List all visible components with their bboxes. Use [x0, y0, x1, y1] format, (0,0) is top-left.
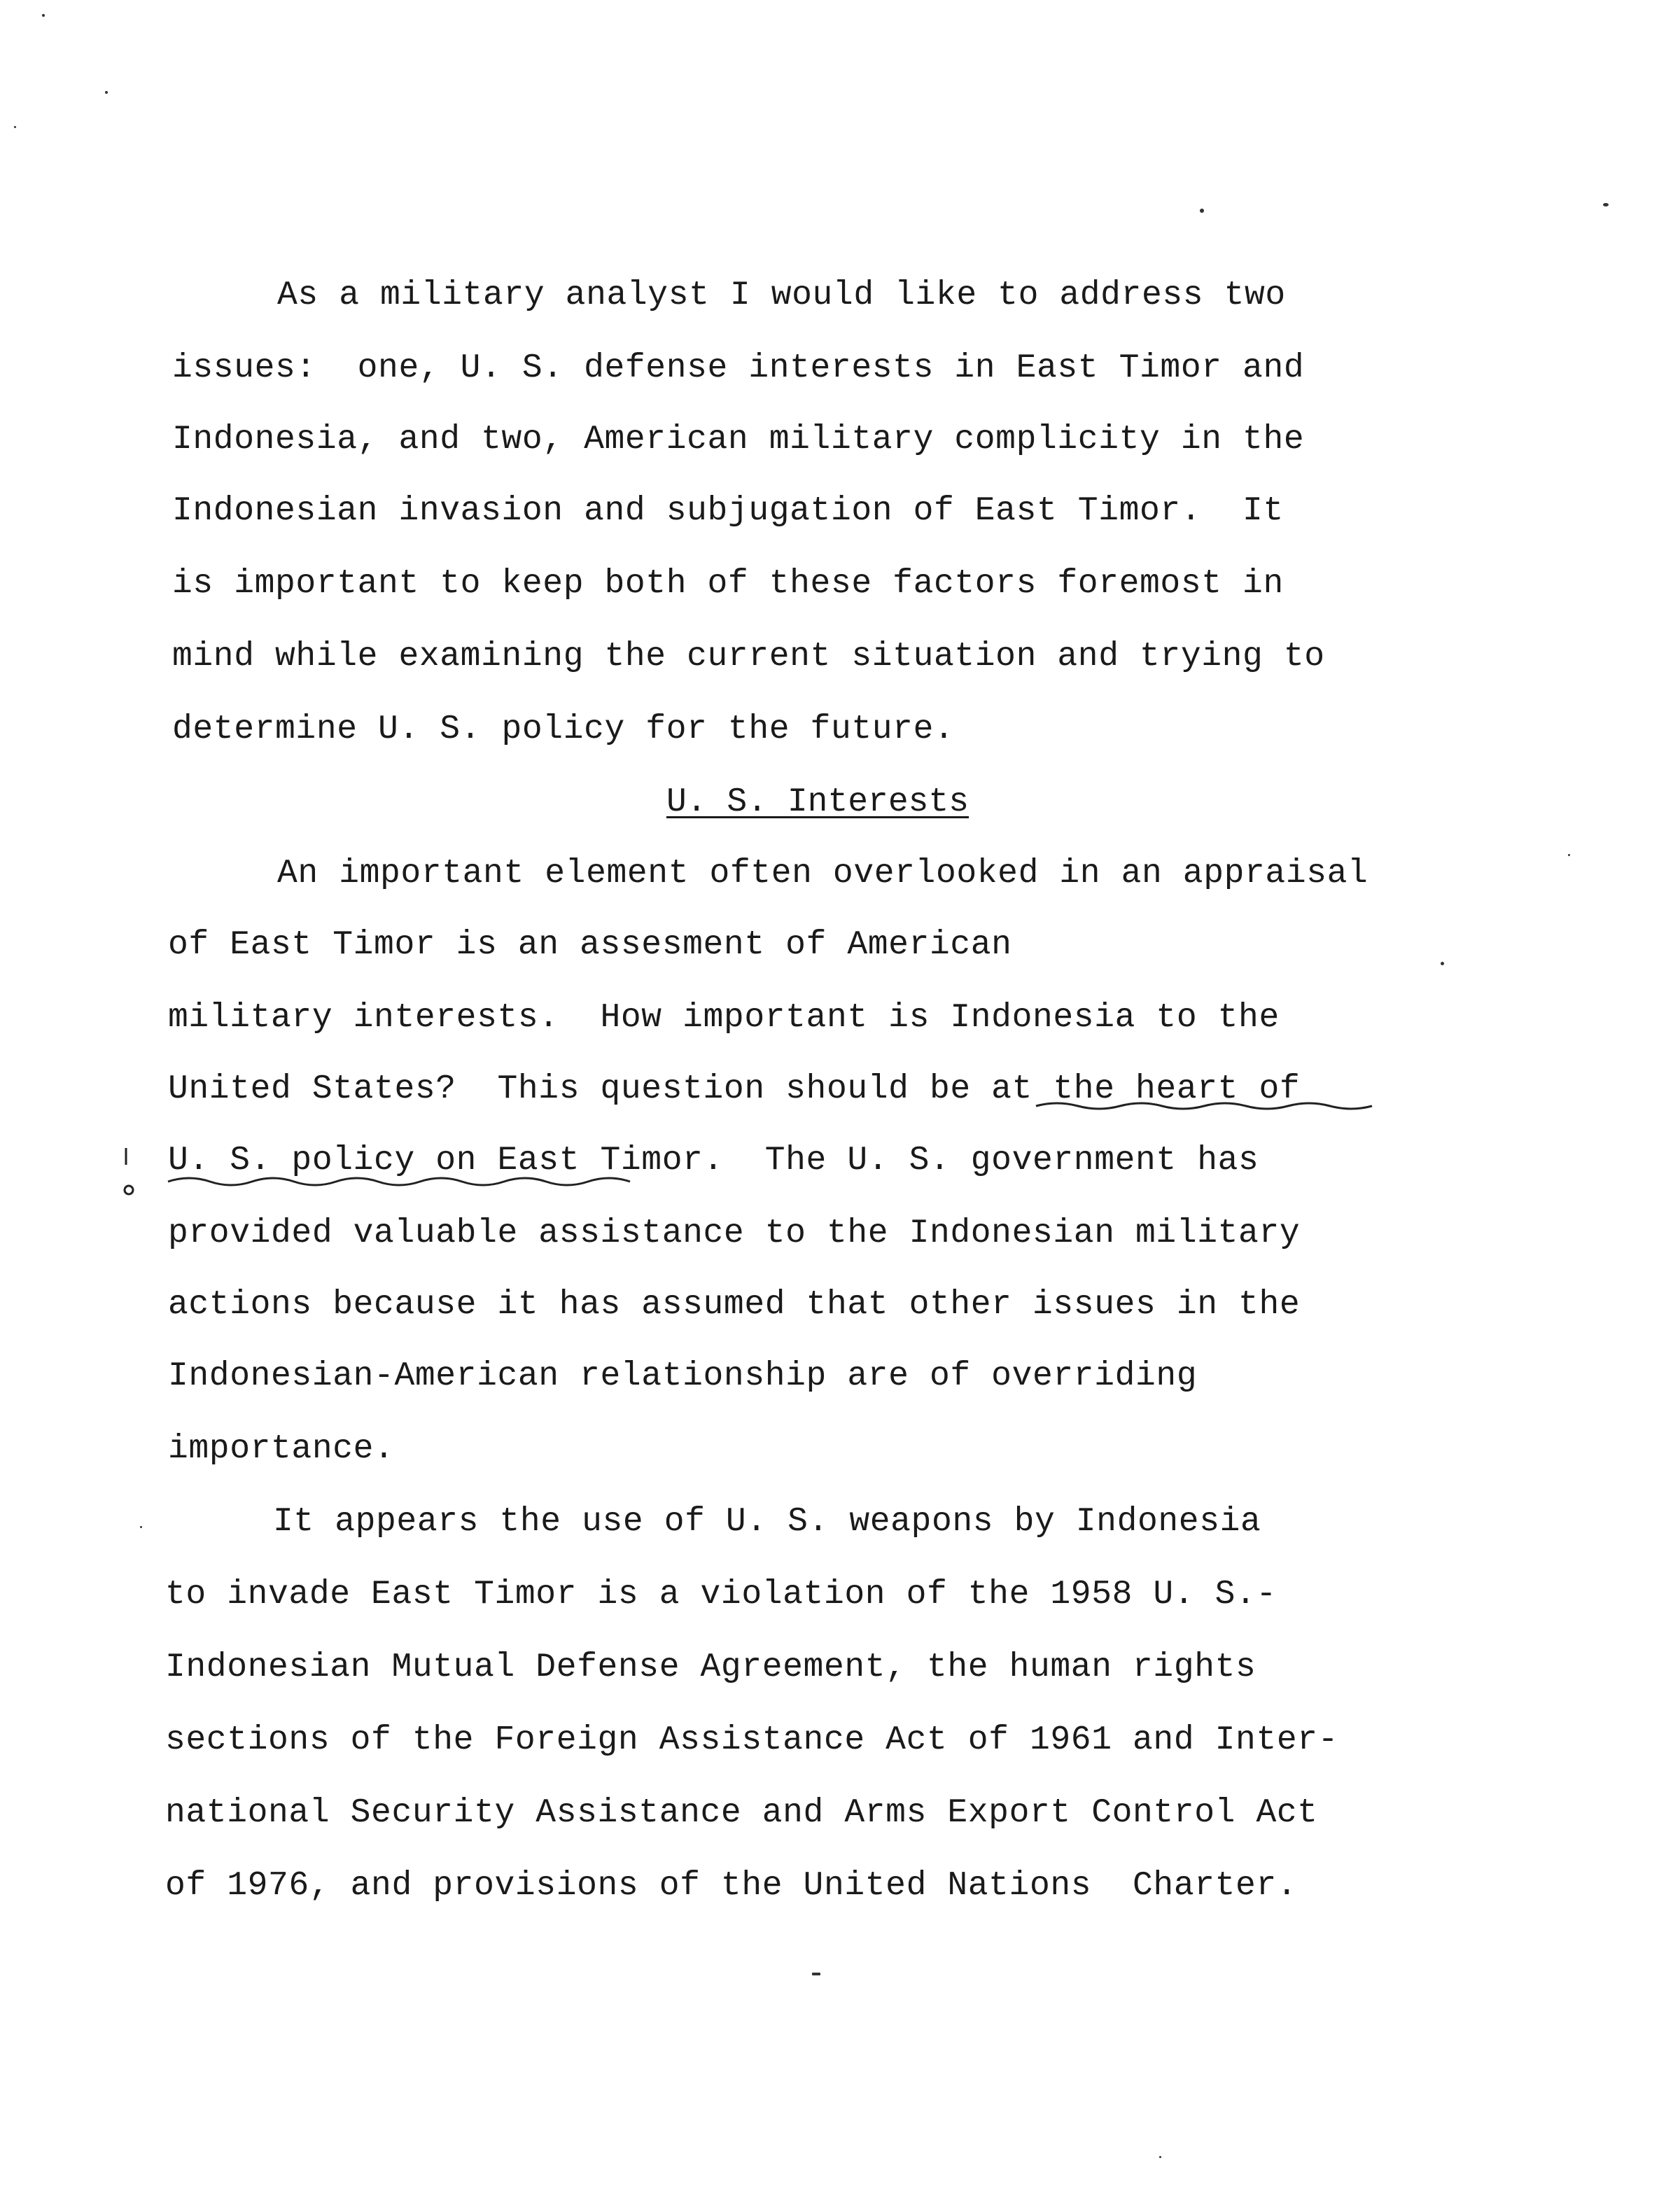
scan-speck	[1441, 962, 1444, 965]
paragraph2-line-9: importance.	[168, 1430, 395, 1468]
scan-speck	[105, 91, 108, 94]
paragraph2-line-5: U. S. policy on East Timor. The U. S. government has	[168, 1142, 1259, 1180]
paragraph3-line-4: sections of the Foreign Assistance Act of 1961 and Inter-	[165, 1721, 1339, 1759]
paragraph2-line-2: of East Timor is an assesment of American	[168, 926, 1012, 964]
section-heading: U. S. Interests	[666, 783, 969, 821]
paragraph1-line-2: issues: one, U. S. defense interests in East Timor and	[172, 349, 1305, 387]
paragraph2-line-3: military interests. How important is Indonesia to the	[168, 999, 1280, 1037]
paragraph3-line-6: of 1976, and provisions of the United Nations Charter.	[165, 1867, 1298, 1905]
paragraph1-line-6: mind while examining the current situation and trying to	[172, 638, 1325, 676]
paragraph3-line-3: Indonesian Mutual Defense Agreement, the human rights	[165, 1648, 1256, 1686]
paragraph3-line-5: national Security Assistance and Arms Export Control Act	[165, 1794, 1318, 1832]
paragraph3-line-2: to invade East Timor is a violation of the 1958 U. S.-	[165, 1576, 1277, 1614]
wavy-underline-heart	[1036, 1103, 1372, 1109]
scan-speck	[14, 126, 16, 128]
wavy-underline-policy	[168, 1178, 630, 1185]
margin-dot	[125, 1186, 133, 1194]
paragraph2-line-4: United States? This question should be at the heart of	[168, 1070, 1301, 1108]
paragraph2-line-1: An important element often overlooked in an appraisal	[277, 855, 1368, 892]
paragraph1-line-5: is important to keep both of these factors foremost in	[172, 565, 1284, 603]
paragraph1-line-1: As a military analyst I would like to address two	[277, 276, 1286, 314]
scan-speck	[1568, 854, 1570, 856]
paragraph3-line-1: It appears the use of U. S. weapons by Indonesia	[273, 1503, 1261, 1541]
scan-speck	[1159, 2156, 1161, 2158]
paragraph2-line-7: actions because it has assumed that other issues in the	[168, 1286, 1301, 1324]
paragraph1-line-7: determine U. S. policy for the future.	[172, 710, 955, 748]
scan-speck	[42, 14, 45, 17]
scan-speck	[140, 1526, 142, 1528]
paragraph1-line-4: Indonesian invasion and subjugation of East Timor. It	[172, 492, 1284, 530]
paragraph2-line-6: provided valuable assistance to the Indonesian military	[168, 1214, 1301, 1252]
paragraph2-line-8: Indonesian-American relationship are of overriding	[168, 1357, 1198, 1395]
scan-speck	[1603, 203, 1609, 206]
paragraph1-line-3: Indonesia, and two, American military complicity in the	[172, 421, 1305, 458]
scan-speck	[812, 1973, 820, 1975]
scan-speck	[1200, 209, 1204, 213]
